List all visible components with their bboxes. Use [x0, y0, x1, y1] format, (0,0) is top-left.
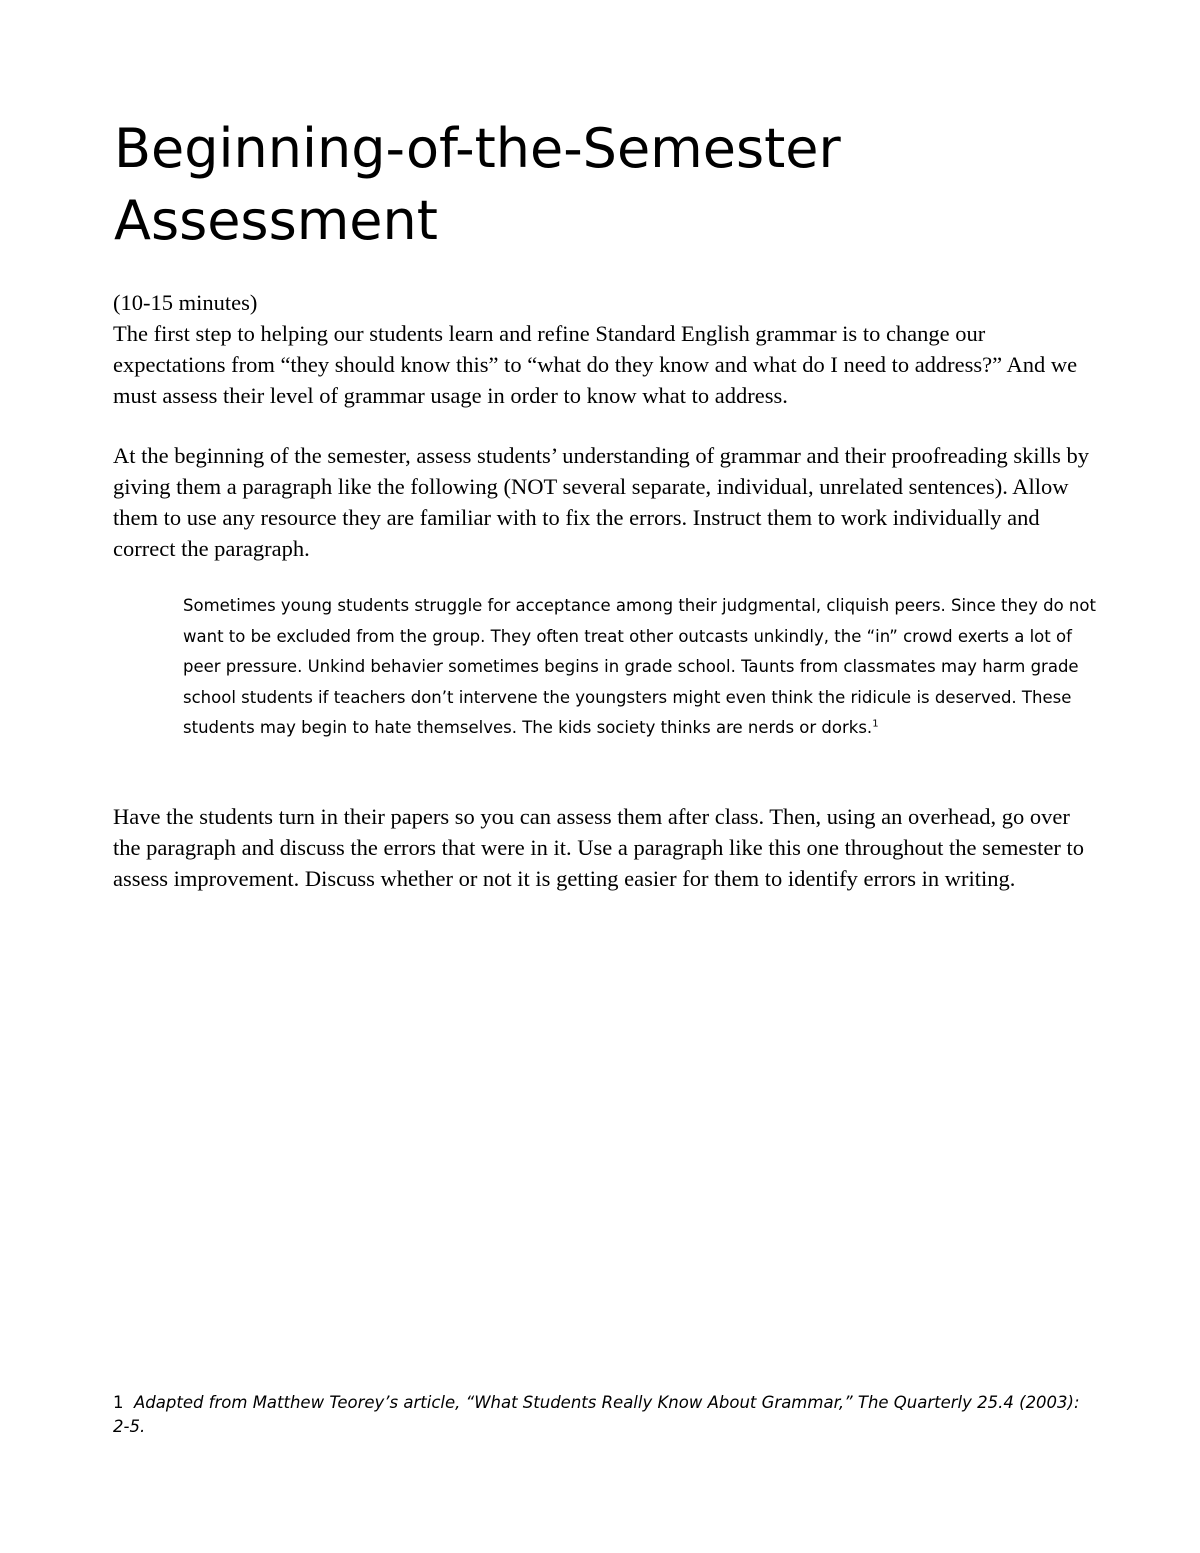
footnote-text: Adapted from Matthew Teorey’s article, “What Students Really Know About Grammar,” The Quarterly 25.4 (2003): 2-5. [113, 1393, 1080, 1436]
page-title: Beginning-of-the-Semester Assessment [114, 117, 841, 252]
sample-paragraph [183, 591, 1098, 744]
followup-paragraph: Have the students turn in their papers so you can assess them after class. Then, using an overhead, go over the paragraph and discuss the errors that were in it. Use a paragraph like this one throughout the semester to assess improvement. Discuss whether or not it is getting easier for them to identify errors in writing. [113, 804, 1084, 891]
footnote-reference[interactable]: 1 [872, 718, 879, 730]
intro-paragraph: The first step to helping our students learn and refine Standard English grammar is to change our expectations from “they should know this” to “what do they know and what do I need to address?” And we must assess their level of grammar usage in order to know what to address. [113, 321, 1078, 408]
sample-paragraph-text: Sometimes young students struggle for acceptance among their judgmental, cliquish peers. Since they do not want to be excluded from the group. They often treat other outcasts unkindly, the “in” crowd exerts a lot of peer pressure. Unkind behavier sometimes begins in grade school. Taunts from classmates may harm grade school students if teachers don’t intervene the youngsters might even think the ridicule is deserved. These students may begin to hate themselves. The kids society thinks are nerds or dorks. [183, 596, 1096, 737]
footnote-number: 1 [113, 1393, 124, 1412]
duration-note: (10-15 minutes) [113, 290, 258, 315]
instructions-paragraph: At the beginning of the semester, assess students’ understanding of grammar and their proofreading skills by giving them a paragraph like the following (NOT several separate, individual, unrelated sentences). Allow them to use any resource they are familiar with to fix the errors. Instruct them to work individually and correct the paragraph. [113, 443, 1089, 561]
footnote [113, 1391, 1093, 1439]
